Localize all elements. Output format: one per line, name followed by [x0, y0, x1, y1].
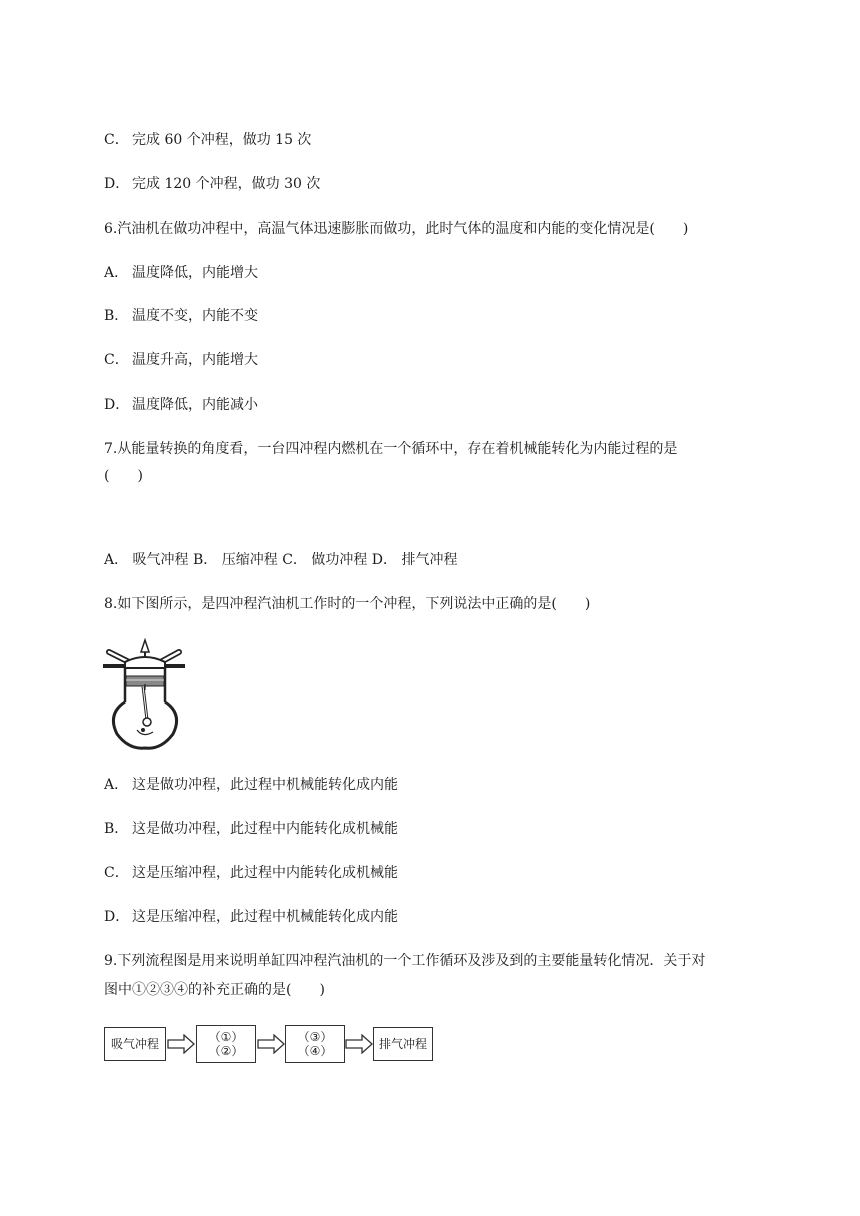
- engine-cylinder-diagram: [103, 638, 185, 750]
- q8-stem: 8.如下图所示，是四冲程汽油机工作时的一个冲程，下列说法中正确的是( ): [104, 596, 591, 612]
- option-text: 完成 60 个冲程，做功 15 次: [132, 132, 312, 148]
- option-label: D．: [104, 909, 130, 925]
- flow-box-text: 吸气冲程: [110, 1037, 159, 1051]
- option-text: 温度降低，内能增大: [132, 265, 258, 281]
- q6-option-c: [104, 350, 258, 370]
- option-text: 这是做功冲程，此过程中机械能转化成内能: [132, 777, 398, 793]
- option-label: A．: [104, 777, 129, 793]
- option-label: B．: [104, 308, 129, 324]
- q9-stem-line1: 9.下列流程图是用来说明单缸四冲程汽油机的一个工作循环及涉及到的主要能量转化情况．关于对: [104, 953, 706, 969]
- option-text: 完成 120 个冲程，做功 30 次: [132, 176, 321, 192]
- q5-option-d: [104, 174, 320, 194]
- option-label: C．: [104, 352, 129, 368]
- flow-arrow-icon: [257, 1034, 285, 1054]
- flow-arrow-icon: [167, 1034, 195, 1054]
- q7-stem-line2: ( ): [104, 468, 143, 484]
- option-label: B．: [104, 821, 129, 837]
- flow-box-text: 排气冲程: [378, 1037, 427, 1051]
- q6-option-b: [104, 306, 258, 326]
- flow-arrow-icon: [345, 1034, 373, 1054]
- option-label: D．: [104, 176, 130, 192]
- q8-option-c: [104, 863, 398, 883]
- q8-option-a: [104, 775, 398, 795]
- option-text: 这是压缩冲程，此过程中机械能转化成内能: [132, 909, 398, 925]
- option-text: 温度不变，内能不变: [132, 308, 258, 324]
- option-text: 这是做功冲程，此过程中内能转化成机械能: [132, 821, 398, 837]
- option-label: A．: [104, 265, 129, 281]
- option-text: 温度升高，内能增大: [132, 352, 258, 368]
- q6-option-a: [104, 263, 258, 283]
- q7-options: A． 吸气冲程 B． 压缩冲程 C． 做功冲程 D． 排气冲程: [104, 552, 458, 568]
- q8-option-b: [104, 819, 398, 839]
- option-label: D．: [104, 397, 130, 413]
- q8-option-d: [104, 907, 398, 927]
- flow-box-intake: [104, 1027, 166, 1061]
- q5-option-c: [104, 130, 311, 150]
- q9-stem-line2: 图中①②③④的补充正确的是( ): [104, 982, 325, 998]
- option-text: 这是压缩冲程，此过程中内能转化成机械能: [132, 865, 398, 881]
- flow-box-text: （①）: [208, 1030, 244, 1044]
- flow-box-text: （③）: [297, 1030, 333, 1044]
- q6-stem: 6.汽油机在做功冲程中，高温气体迅速膨胀而做功，此时气体的温度和内能的变化情况是( ): [104, 221, 689, 237]
- flow-box-blank-1-2: [196, 1025, 256, 1063]
- option-text: 温度降低，内能减小: [132, 397, 258, 413]
- q6-option-d: [104, 395, 258, 415]
- flow-box-text: （②）: [208, 1044, 244, 1058]
- option-label: C．: [104, 865, 129, 881]
- flow-box-exhaust: [373, 1027, 433, 1061]
- flow-box-text: （④）: [297, 1044, 333, 1058]
- option-label: C．: [104, 132, 129, 148]
- q7-stem-line1: 7.从能量转换的角度看，一台四冲程内燃机在一个循环中，存在着机械能转化为内能过程的是: [104, 441, 678, 457]
- flow-box-blank-3-4: [285, 1025, 345, 1063]
